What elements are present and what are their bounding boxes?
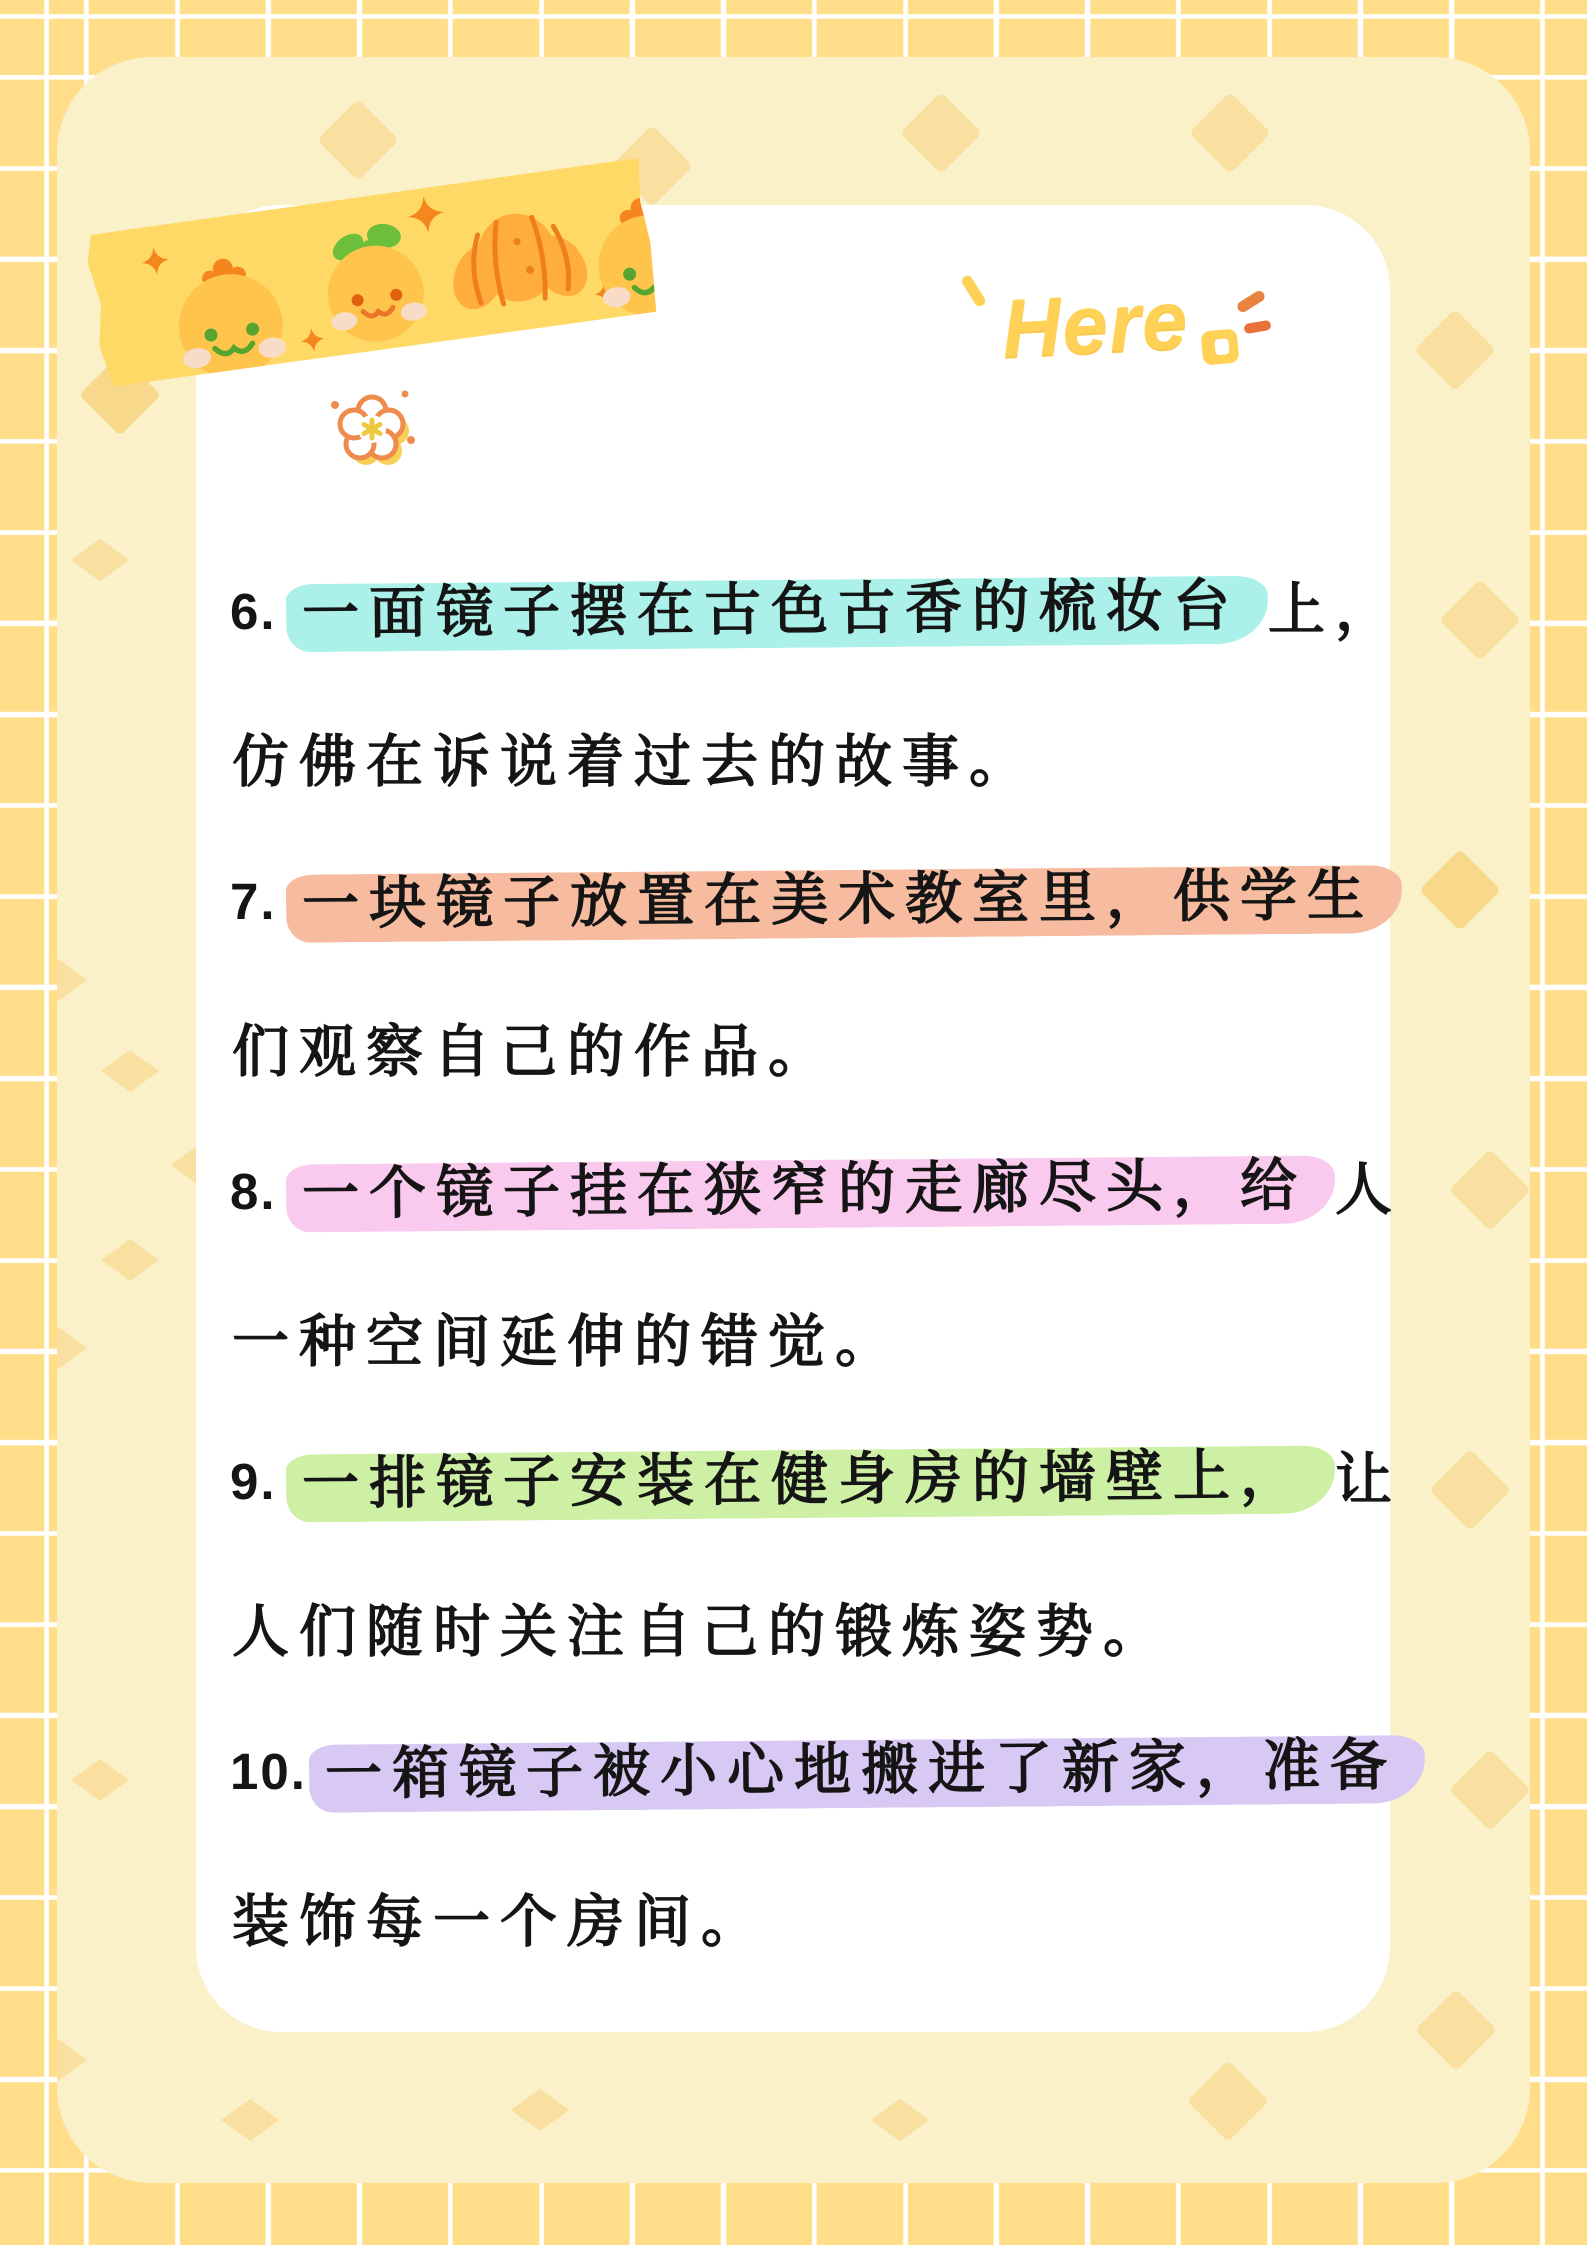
highlighted-text: 一面镜子摆在古色古香的梳妆台 xyxy=(286,562,1269,653)
item-text: 装饰每一个房间。 xyxy=(232,1890,768,1954)
orange-face-icon xyxy=(318,216,430,348)
item-text: 人 xyxy=(1335,1158,1402,1222)
item-number: 6. xyxy=(230,583,277,640)
diamond-decor xyxy=(71,539,129,581)
item-text: 让 xyxy=(1335,1448,1402,1512)
diamond-decor xyxy=(1429,1449,1511,1531)
item-number: 8. xyxy=(230,1163,277,1220)
diamond-decor xyxy=(1187,2060,1269,2142)
diamond-decor xyxy=(57,2039,87,2081)
item-line1 xyxy=(230,535,1410,687)
list-item xyxy=(230,825,1410,1127)
item-line1 xyxy=(230,825,1410,977)
diamond-decor xyxy=(1415,1989,1497,2071)
diamond-decor xyxy=(900,92,982,174)
here-label: Here xyxy=(999,274,1191,375)
diamond-decor xyxy=(101,1050,159,1092)
diamond-decor xyxy=(1419,849,1501,931)
item-line1 xyxy=(230,1405,1410,1557)
item-text: 们观察自己的作品。 xyxy=(232,1020,835,1084)
item-number: 7. xyxy=(230,873,277,930)
diamond-decor xyxy=(1414,309,1496,391)
diamond-decor xyxy=(57,1327,87,1369)
here-square-icon xyxy=(1201,328,1240,365)
diamond-decor xyxy=(511,2089,569,2131)
list-item xyxy=(230,535,1410,837)
list-item xyxy=(230,1405,1410,1707)
item-line1 xyxy=(230,1695,1410,1847)
diamond-decor xyxy=(221,2099,279,2141)
item-number: 9. xyxy=(230,1453,277,1510)
flower-icon xyxy=(327,385,419,477)
item-text: 人们随时关注自己的锻炼姿势。 xyxy=(232,1600,1170,1664)
croissant-icon xyxy=(434,203,602,322)
diamond-decor xyxy=(57,959,87,1001)
highlighted-text: 一块镜子放置在美术教室里，供学生 xyxy=(286,851,1403,943)
highlighted-text: 一个镜子挂在狭窄的走廊尽头，给 xyxy=(286,1141,1336,1232)
diamond-decor xyxy=(1449,1749,1530,1831)
diamond-decor xyxy=(1189,92,1271,174)
diamond-decor xyxy=(71,1759,129,1801)
diamond-decor xyxy=(871,2099,929,2141)
highlighted-text: 一箱镜子被小心地搬进了新家，准备 xyxy=(309,1721,1426,1813)
item-line1 xyxy=(230,1115,1410,1267)
diamond-decor xyxy=(317,99,399,181)
diamond-decor xyxy=(101,1239,159,1281)
diamond-decor xyxy=(1449,1149,1530,1231)
item-number: 10. xyxy=(230,1743,307,1800)
item-text: 仿佛在诉说着过去的故事。 xyxy=(232,730,1036,794)
list-item xyxy=(230,1115,1410,1417)
list-item xyxy=(230,1695,1410,1997)
item-text: 上， xyxy=(1268,578,1402,642)
diamond-decor xyxy=(1439,579,1521,661)
item-text: 一种空间延伸的错觉。 xyxy=(232,1310,902,1374)
highlighted-text: 一排镜子安装在健身房的墙壁上， xyxy=(286,1431,1336,1522)
